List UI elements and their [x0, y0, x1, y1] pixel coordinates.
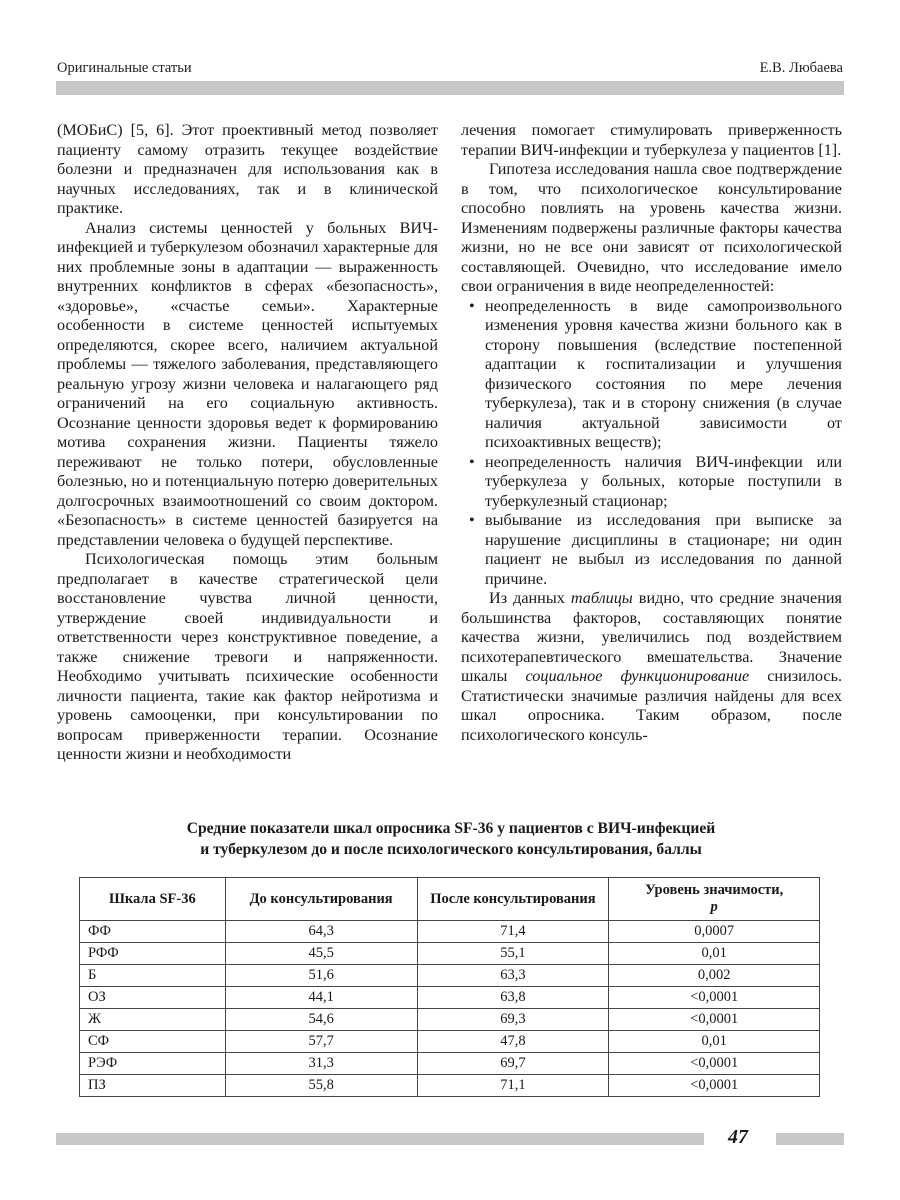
paragraph: Из данных таблицы видно, что средние значения большинства факторов, составляющих понятие качества жизни, увеличились под воздействием психотерапевтического вмешательства. Значение шкалы социальное функционирование снизилось. Статистически значимые различия найдены для всех шкал опросника. Таким образом, после психологического консуль-	[461, 589, 843, 744]
value-cell: 71,1	[417, 1075, 609, 1097]
value-cell: <0,0001	[609, 1053, 820, 1075]
running-header-section: Оригинальные статьи	[57, 60, 192, 76]
right-text-column	[461, 121, 842, 745]
scale-name: социальное функционирование	[525, 667, 750, 685]
value-cell: 47,8	[417, 1031, 609, 1053]
value-cell: 57,7	[225, 1031, 417, 1053]
scale-cell: РФФ	[80, 943, 226, 965]
column-header: До консультирования	[225, 878, 417, 921]
paragraph: лечения помогает стимулировать приверженность терапии ВИЧ-инфекции и туберкулеза у пациентов [1].	[461, 121, 842, 159]
bullet-icon: •	[469, 452, 475, 471]
value-cell: <0,0001	[609, 1009, 820, 1031]
column-header: После консультирования	[417, 878, 609, 921]
table-header-row	[80, 878, 820, 921]
scale-cell: ПЗ	[80, 1075, 226, 1097]
value-cell: 71,4	[417, 921, 609, 943]
left-text-column	[57, 121, 438, 765]
value-cell: 31,3	[225, 1053, 417, 1075]
table-title: Средние показатели шкал опросника SF-36 у пациентов с ВИЧ-инфекцией и туберкулезом до и после психологического консультирования, баллы	[186, 820, 716, 858]
scale-cell: ФФ	[80, 921, 226, 943]
value-cell: 69,7	[417, 1053, 609, 1075]
paragraph: Психологическая помощь этим больным предполагает в качестве стратегической цели восстановление чувства личной ценности, утверждение своей индивидуальности и ответственности через конструктивное поведение, а также снижение тревоги и напряженности. Необходимо учитывать психические особенности личности пациента, такие как фактор нейротизма и уровень самооценки, при консультировании по вопросам приверженности терапии. Осознание ценности жизни и необходимости	[57, 550, 438, 763]
paragraph: (МОБиС) [5, 6]. Этот проективный метод позволяет пациенту самому отразить текущее воздействие болезни и предназначен для использования как в научных исследованиях, так и в клинической практике.	[57, 121, 438, 217]
table-body	[80, 921, 820, 1097]
footer-rule-left	[56, 1133, 704, 1145]
table-reference: таблицы	[570, 589, 633, 607]
table-row	[80, 1053, 820, 1075]
value-cell: 45,5	[225, 943, 417, 965]
sf36-table	[79, 877, 820, 1097]
value-cell: <0,0001	[609, 1075, 820, 1097]
header-rule	[56, 81, 844, 95]
value-cell: 0,0007	[609, 921, 820, 943]
value-cell: 64,3	[225, 921, 417, 943]
value-cell: 51,6	[225, 965, 417, 987]
value-cell: 44,1	[225, 987, 417, 1009]
column-header: Уровень значимости, p	[609, 878, 820, 921]
table-row	[80, 1009, 820, 1031]
list-item: • выбывание из исследования при выписке за нарушение дисциплины в стационаре; ни один пациент не выбыл из исследования по данной причине.	[469, 511, 842, 588]
limitations-list	[461, 297, 842, 590]
table-row	[80, 921, 820, 943]
value-cell: 55,8	[225, 1075, 417, 1097]
value-cell: <0,0001	[609, 987, 820, 1009]
value-cell: 63,8	[417, 987, 609, 1009]
value-cell: 63,3	[417, 965, 609, 987]
page-number: 47	[728, 1126, 748, 1148]
value-cell: 69,3	[417, 1009, 609, 1031]
list-item: • неопределенность в виде самопроизвольного изменения уровня качества жизни больного как в сторону повышения (вследствие постепенной адаптации к госпитализации и улучшения физического состояния по мере лечения туберкулеза), так и в сторону снижения (в случае наличия актуальной зависимости от психоактивных веществ);	[469, 296, 842, 451]
list-item: • неопределенность наличия ВИЧ-инфекции или туберкулеза у больных, которые поступили в туберкулезный стационар;	[469, 452, 842, 510]
scale-cell: Ж	[80, 1009, 226, 1031]
bullet-icon: •	[469, 296, 475, 315]
scale-cell: ОЗ	[80, 987, 226, 1009]
table-row	[80, 943, 820, 965]
table-row	[80, 1031, 820, 1053]
value-cell: 0,002	[609, 965, 820, 987]
column-header: Шкала SF-36	[80, 878, 226, 921]
scale-cell: СФ	[80, 1031, 226, 1053]
value-cell: 55,1	[417, 943, 609, 965]
footer-rule-right	[776, 1133, 844, 1145]
paragraph: Анализ системы ценностей у больных ВИЧ-инфекцией и туберкулезом обозначил характерные для них проблемные зоны в адаптации — выраженность внутренних конфликтов в сферах «безопасность», «здоровье», «счастье семьи». Характерные особенности в системе ценностей испытуемых определяются, скорее всего, наличием актуальной проблемы — тяжелого заболевания, представляющего реальную угрозу жизни человека и налагающего ряд ограничений на его социальную активность. Осознание ценности здоровья ведет к формированию мотива сохранения жизни. Пациенты тяжело переживают не только потери, обусловленные болезнью, но и потенциальную потерю доверительных долгосрочных взаимоотношений со своим доктором. «Безопасность» в системе ценностей базируется на представлении человека о будущей перспективе.	[57, 218, 438, 549]
bullet-icon: •	[469, 511, 475, 529]
value-cell: 0,01	[609, 1031, 820, 1053]
paragraph: Гипотеза исследования нашла свое подтверждение в том, что психологическое консультирование способно повлиять на уровень качества жизни. Изменениям подвержены различные факторы качества жизни, но не все они зависят от психологической составляющей. Очевидно, что исследование имело свои ограничения в виде неопределенностей:	[461, 160, 842, 295]
table-row	[80, 987, 820, 1009]
table-row	[80, 965, 820, 987]
value-cell: 0,01	[609, 943, 820, 965]
value-cell: 54,6	[225, 1009, 417, 1031]
scale-cell: РЭФ	[80, 1053, 226, 1075]
scale-cell: Б	[80, 965, 226, 987]
table-row	[80, 1075, 820, 1097]
running-header-author: Е.В. Любаева	[759, 60, 843, 76]
